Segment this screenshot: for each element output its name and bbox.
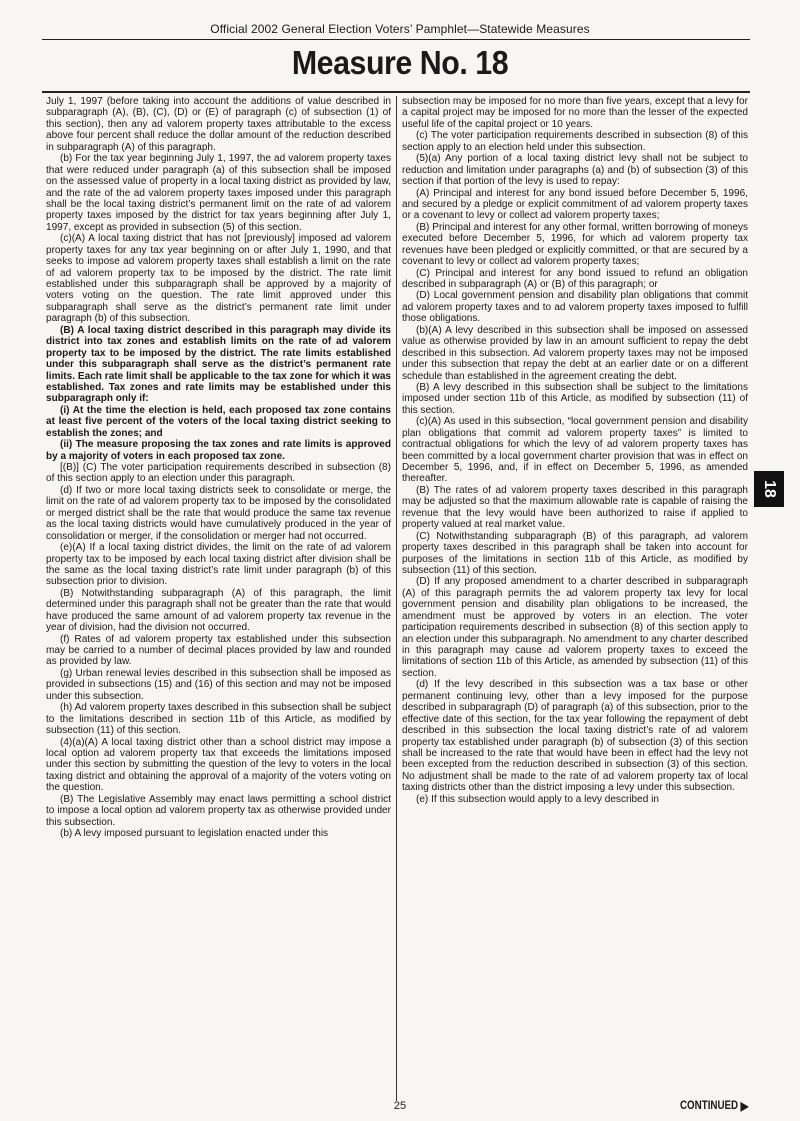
paragraph: (D) Local government pension and disability plan obligations that commit ad valorem property taxes and to ad valorem property taxes imposed to fulfill those obligations. — [402, 290, 748, 325]
paragraph: July 1, 1997 (before taking into account the additions of value described in subparagraph (A), (B), (C), (D) or (E) of paragraph (c) of subsection (1) of this section), then any ad valorem property taxes attributable to the excess above four percent shall reduce the dollar amount of the reduction described in subparagraph (A) of this paragraph. — [46, 96, 391, 153]
paragraph: (g) Urban renewal levies described in this subsection shall be imposed as provided in subsections (15) and (16) of this section and may not be imposed under this subsection. — [46, 667, 391, 702]
section-tab — [754, 471, 784, 507]
right-column — [397, 96, 748, 1101]
paragraph: [(B)] (C) The voter participation requirements described in subsection (8) of this section apply to an election under this paragraph. — [46, 462, 391, 485]
paragraph: (c)(A) As used in this subsection, “local government pension and disability plan obligations that commit ad valorem property taxes” is limited to contractual obligations for which the levy of ad valorem property taxes has been committed by a local government charter provision that was in effect on December 5, 1996, and, if in effect on December 5, 1996, as amended thereafter. — [402, 416, 748, 485]
left-column — [46, 96, 397, 1101]
page-number: 25 — [393, 1100, 407, 1112]
running-header: Official 2002 General Election Voters’ Pamphlet—Statewide Measures — [210, 22, 590, 36]
measure-title: Measure No. 18 — [291, 44, 509, 81]
paragraph: (d) If two or more local taxing districts seek to consolidate or merge, the limit on the rate of ad valorem property tax to be imposed by the consolidated or merged district shall be the rate that would produce the same tax revenue as the local taxing districts would have cumulatively produced in the year of consolidation or merger, if the consolidation or merger had not occurred. — [46, 484, 391, 542]
continued-label — [680, 1099, 749, 1113]
paragraph: (b)(A) A levy described in this subsection shall be imposed on assessed value as otherwise provided by law in an amount sufficient to repay the debt described in this subsection. Ad valorem property taxes may not be imposed under this subsection that repay the debt at an earlier date or on a different schedule than established in the agreement creating the debt. — [402, 324, 748, 382]
paragraph: (4)(a)(A) A local taxing district other than a school district may impose a local option ad valorem property tax that exceeds the limitations imposed under this section by submitting the question of the levy to voters in the local taxing district and obtaining the approval of a majority of the voters voting on the question. — [46, 736, 391, 794]
paragraph: (B) A levy described in this subsection shall be subject to the limitations imposed under section 11b of this Article, as modified by subsection (11) of this section. — [402, 381, 748, 416]
paragraph: (ii) The measure proposing the tax zones and rate limits is approved by a majority of voters in each proposed tax zone. — [46, 439, 391, 462]
paragraph: subsection may be imposed for no more than five years, except that a levy for a capital project may be imposed for no more than the lesser of the expected useful life of the capital project or 10 years. — [402, 96, 748, 130]
paragraph: (h) Ad valorem property taxes described in this subsection shall be subject to the limitations described in section 11b of this Article, as modified by subsection (11) of this section. — [46, 702, 391, 737]
paragraph: (B) A local taxing district described in this paragraph may divide its district into tax zones and establish limits on the rate of ad valorem property tax to be imposed by the district. The rate limits established under this subparagraph shall serve as the district’s permanent rate limits. Each rate limit shall be applicable to the tax zone for which it was established. Tax zones and rate limits may be established under this subparagraph only if: — [46, 324, 391, 405]
paragraph: (f) Rates of ad valorem property tax established under this subsection may be carried to a number of decimal places provided by law and rounded as provided by law. — [46, 633, 391, 668]
continued-text: CONTINUED — [680, 1100, 739, 1112]
paragraph: (e) If this subsection would apply to a levy described in — [416, 793, 659, 805]
paragraph: (A) Principal and interest for any bond issued before December 5, 1996, and secured by a pledge or explicit commitment of ad valorem property taxes or a covenant to levy or collect ad valorem property taxes; — [402, 187, 748, 222]
section-tab-label: 18 — [760, 480, 778, 498]
paragraph: (b) For the tax year beginning July 1, 1997, the ad valorem property taxes that were reduced under paragraph (a) of this subsection shall be imposed on the assessed value of property in a local taxing district as provided by law, and the rate of the ad valorem property taxes imposed under this paragraph shall be the local taxing district’s permanent limit on the rate of ad valorem property taxes imposed by the district for tax years beginning after July 1, 1997, except as provided in subsection (5) of this section. — [46, 153, 391, 233]
arrow-right-icon: ▶ — [740, 1099, 749, 1113]
paragraph: (c) The voter participation requirements described in subsection (8) of this section apply to an election held under this subsection. — [402, 130, 748, 153]
paragraph: (D) If any proposed amendment to a charter described in subparagraph (A) of this paragraph permits the ad valorem property tax levy for local government pension and disability plan obligations to be increased, the amendment must be approved by voters in an election. The voter participation requirements described in subsection (8) of this section apply to an election under this subparagraph. No amendment to any charter described in this paragraph may cause ad valorem property taxes to exceed the limitations of section 11b of this Article, as amended by subsection (11) of this section. — [402, 576, 748, 679]
paragraph: (C) Principal and interest for any bond issued to refund an obligation described in subparagraph (A) or (B) of this paragraph; or — [402, 267, 748, 290]
paragraph: (5)(a) Any portion of a local taxing district levy shall not be subject to reduction and limitation under paragraphs (a) and (b) of subsection (3) of this section if that portion of the levy is used to repay: — [402, 153, 748, 188]
paragraph: (b) A levy imposed pursuant to legislation enacted under this — [60, 828, 329, 839]
paragraph: (d) If the levy described in this subsection was a tax base or other permanent continuing levy, other than a levy imposed for the purpose described in subparagraph (D) of paragraph (a) of this subsection, prior to the effective date of this section, for the tax year following the repayment of debt described in this subsection the local taxing district’s rate of ad valorem property tax established under paragraph (b) of subsection (3) of this section shall be increased to the rate that would have been in effect had the levy not been excepted from the reduction described in subsection (3) of this section. No adjustment shall be made to the rate of ad valorem property tax of local taxing districts other than the district imposing a levy under this subsection. — [402, 679, 748, 794]
paragraph: (i) At the time the election is held, each proposed tax zone contains at least five percent of the voters of the local taxing district seeking to establish the zones; and — [46, 404, 391, 439]
paragraph: (B) Principal and interest for any other formal, written borrowing of moneys executed before December 5, 1996, for which ad valorem property tax revenues have been pledged or explicitly committed, or that are secured by a covenant to levy or collect ad valorem property taxes; — [402, 221, 748, 268]
text-columns — [46, 96, 750, 1101]
paragraph: (B) Notwithstanding subparagraph (A) of this paragraph, the limit determined under this paragraph shall not be greater than the rate that would have produced the same amount of ad valorem property tax revenue in the year of division, had the division not occurred. — [46, 587, 391, 634]
paragraph: (B) The rates of ad valorem property taxes described in this paragraph may be adjusted so that the maximum allowable rate is capable of raising the revenue that the levy would have been authorized to raise if applied to property valued at real market value. — [402, 484, 748, 531]
paragraph: (e)(A) If a local taxing district divides, the limit on the rate of ad valorem property tax to be imposed by each local taxing district after division shall be the same as the local taxing district’s rate limit under paragraph (b) of this subsection prior to division. — [46, 542, 391, 588]
paragraph: (C) Notwithstanding subparagraph (B) of this paragraph, ad valorem property taxes described in this paragraph shall be taken into account for purposes of the limitations in section 11b of this Article, as modified by subsection (11) of this section. — [402, 530, 748, 576]
title-rule-top — [42, 39, 750, 40]
paragraph: (c)(A) A local taxing district that has not [previously] imposed ad valorem property taxes for any tax year beginning on or after July 1, 1990, and that seeks to impose ad valorem property taxes shall establish a limit on the rate of ad valorem property tax to be imposed by the district. The rate limit established under this subparagraph shall be approved by a majority of voters voting on the question. The rate limit approved under this subparagraph shall serve as the district’s permanent rate limit under paragraph (b) of this subsection. — [46, 233, 391, 325]
paragraph: (B) The Legislative Assembly may enact laws permitting a school district to impose a local option ad valorem property tax as otherwise provided under this subsection. — [46, 793, 391, 828]
title-rule-bottom — [42, 91, 750, 93]
